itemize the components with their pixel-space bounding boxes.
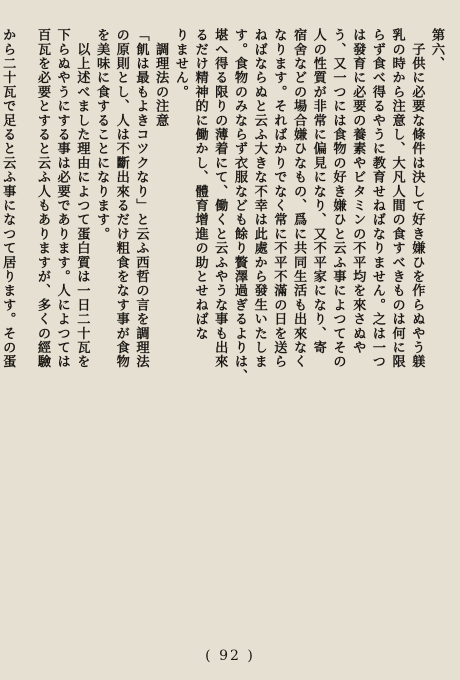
page-number: ( 92 ) [205,648,255,664]
text-column: らず食べ得るやうに教育せねばなりません。之は一つ [369,28,385,369]
text-column: りません。 [172,28,188,99]
text-column: ねばならぬと云ふ大きな不幸は此處から發生いたしま [251,28,267,369]
text-column: 以上述べました理由によつて蛋白質は一日二十瓦を [74,28,90,369]
text-column: 人の性質が非常に偏見になり、又不平家になり、寄 [310,28,326,355]
text-column: 堪へ得る限りの薄着にて、働くと云ふやうな事も出來 [212,28,228,369]
block-gap [17,28,32,628]
text-column: から二十瓦で足ると云ふ事になつて居ります。その蛋 [0,28,16,369]
page-body-text [0,28,446,628]
text-column: は發育に必要の養素やビタミンの不平均を來さぬや [350,28,366,355]
text-column: 第六、 [429,28,444,71]
text-column: う、又一つには食物の好き嫌ひと云ふ事によつてその [330,28,346,369]
text-column: 「飢は最もよきコツクなり」と云ふ西哲の言を調理法 [133,28,149,369]
text-column: なります。そればかりでなく常に不平不滿の日を送ら [271,28,287,369]
text-column: 子供に必要な條件は決して好き嫌ひを作らぬやう躾 [409,28,425,369]
text-column: 百瓦を必要とすると云ふ人もありますが、多くの經驗 [34,28,50,369]
text-column: 宿舍などの場合嫌ひなもの、爲に共同生活も出來なく [291,28,307,369]
text-column: るだけ精神的に働かし、體育增進の助とせねばな [192,28,208,341]
text-column: の原則とし、人は不斷出來るだけ粗食をなす事が食物 [113,28,129,369]
text-column: を美味に食することになります。 [94,28,110,241]
text-column: 下らぬやうにする事は必要であります。人によつては [54,28,70,369]
section-heading: 調理法の注意 [153,28,169,128]
text-column: す。食物のみならず衣服なども餘り贅澤過ぎるよりは、 [231,28,247,383]
text-column: 乳の時から注意し、大凡人間の食すべきものは何に限 [389,28,405,369]
